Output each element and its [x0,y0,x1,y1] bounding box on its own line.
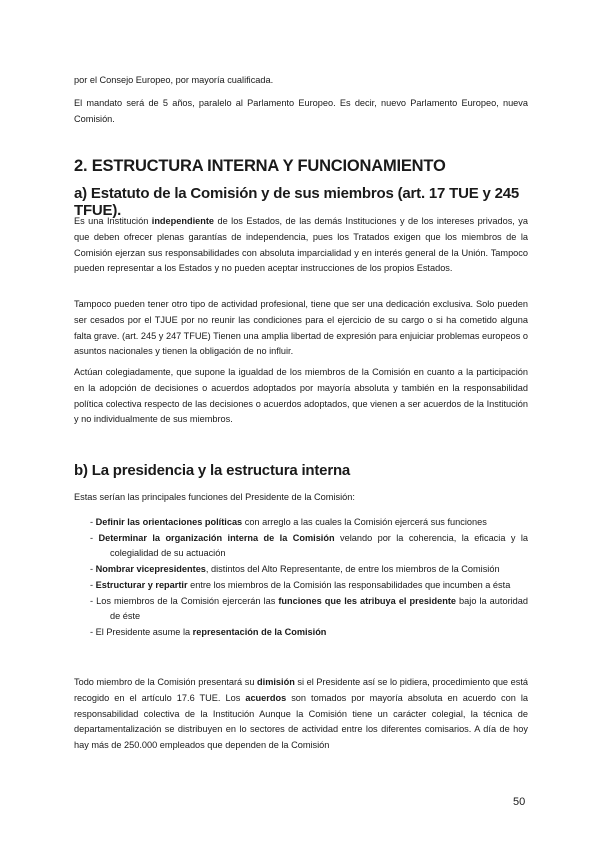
list-item: - Los miembros de la Comisión ejercerán las funciones que les atribuya el presidente bajo la autoridad de éste [90,596,528,621]
intro-paragraph: El mandato será de 5 años, paralelo al Parlamento Europeo. Es decir, nuevo Parlamento Europeo, nueva Comisión. [74,98,528,124]
paragraph-activity: Tampoco pueden tener otro tipo de actividad profesional, tiene que ser una dedicación exclusiva. Solo pueden ser cesados por el TJUE por no reunir las condiciones para el ejercicio de su cargo o si ha cometido alguna falta grave. (art. 245 y 247 TFUE) Tienen una amplia libertad de expresión para enjuiciar problemas europeos o asuntos nacionales y tienen la obligación de no influir. [74,299,528,357]
paragraph-independence: Es una Institución independiente de los Estados, de las demás Instituciones y de los intereses privados, ya que deben ofrecer plenas garantías de independencia, pues los Tratados exigen que los miembros de la Comisión ejerzan sus responsabilidades con absoluta imparcialidad y en interés general de la Unión. Tampoco pueden representar a los Estados y no pueden aceptar instrucciones de los propios Estados. [74,216,529,274]
paragraph-resignation: Todo miembro de la Comisión presentará su dimisión si el Presidente así se lo pidiera, procedimiento que está recogido en el artículo 17.6 TUE. Los acuerdos son tomados por mayoría absoluta en acuerdo con la responsabilidad colectiva de la Institución Aunque la Comisión tiene un carácter colegial, la técnica de departamentalización se distribuyen en lo sectores de actividad entre los diferentes comisarios. A día de hoy hay más de 250.000 empleados que dependen de la Comisión [74,677,528,751]
paragraph-collegiality: Actúan colegiadamente, que supone la igualdad de los miembros de la Comisión en cuanto a la participación en la adopción de decisiones o acuerdos adoptados por mayoría absoluta y también en la responsabilidad política colectiva respecto de las decisiones o acuerdos adoptados, que vienen a ser acuerdos de la Institución y no individualmente de sus miembros. [74,367,528,425]
page-number: 50 [513,796,526,808]
list-item: - Nombrar vicepresidentes, distintos del Alto Representante, de entre los miembros de la Comisión [90,563,500,574]
list-item: - Definir las orientaciones políticas con arreglo a las cuales la Comisión ejercerá sus funciones [90,517,487,527]
subsection-a-heading: a) Estatuto de la Comisión y de sus miembros (art. 17 TUE y 245 TFUE). [74,185,520,219]
functions-list [90,515,528,641]
list-item: - Determinar la organización interna de la Comisión velando por la coherencia, la eficacia y la colegialidad de su actuación [90,533,528,558]
section-heading: 2. ESTRUCTURA INTERNA Y FUNCIONAMIENTO [74,157,446,175]
list-item: - El Presidente asume la representación de la Comisión [90,627,327,638]
intro-line: por el Consejo Europeo, por mayoría cualificada. [74,75,274,85]
list-item: - Estructurar y repartir entre los miembros de la Comisión las responsabilidades que incumben a ésta [90,580,511,591]
subsection-b-heading: b) La presidencia y la estructura interna [74,462,351,479]
functions-lead: Estas serían las principales funciones del Presidente de la Comisión: [74,492,355,502]
